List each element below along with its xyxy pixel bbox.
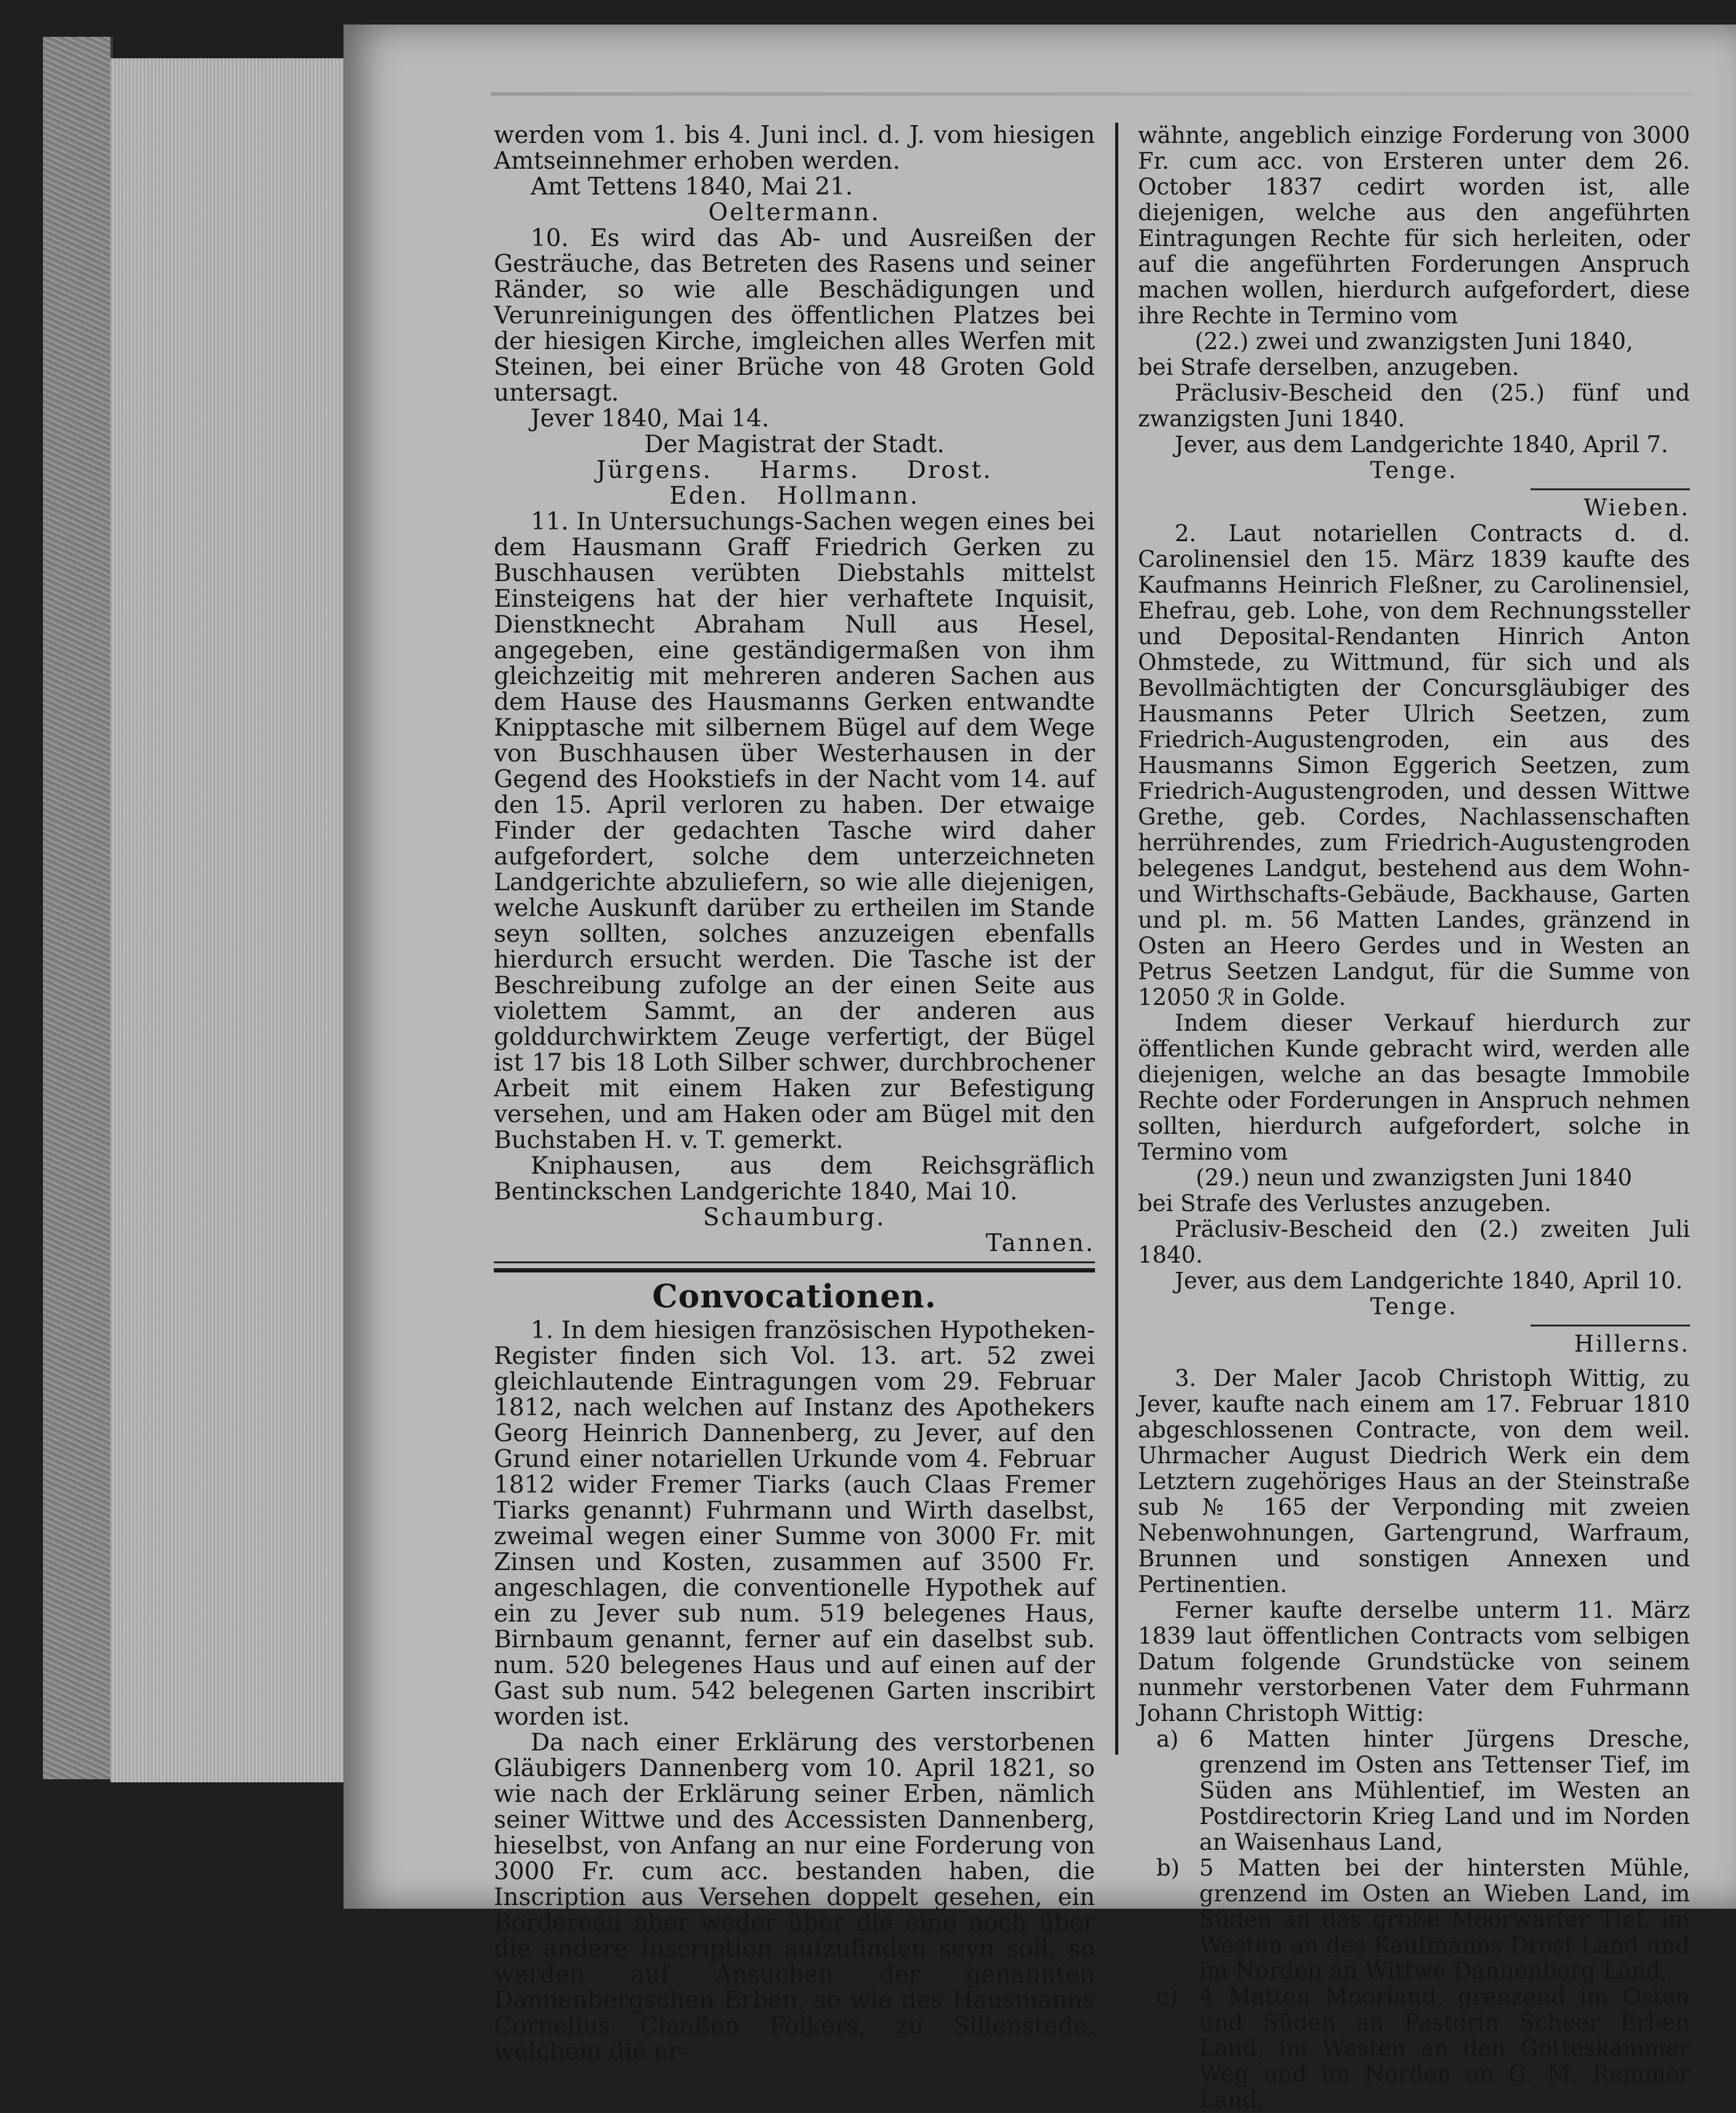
section-rule bbox=[494, 1268, 1095, 1272]
paragraph: Ferner kaufte derselbe unterm 11. März 1839 laut öffentlichen Contracts vom selbigen Datum folgende Grundstücke von seinem nunmehr verstorbenen Vater dem Fuhrmann Johann Christoph Wittig: bbox=[1138, 1597, 1690, 1726]
paragraph: Da nach einer Erklärung des verstorbenen Gläubigers Dannenberg vom 10. April 1821, so wie nach der Erklärung seiner Erben, nämlich seiner Wittwe und des Accessisten Dannenberg, hieselbst, von Anfang an nur eine Forderung von 3000 Fr. cum acc. bestanden haben, die Inscription aus Versehen doppelt gesehen, ein Bordereau aber weder über die eine noch über die andere Inscription aufzufinden seyn soll, so werden auf Ansuchen der genannten Dannenbergschen Erben, so wie des Hausmanns Cornelius Claaßen Folkers, zu Sillenstede, welchem die er- bbox=[494, 1729, 1095, 2066]
signature: Oeltermann. bbox=[708, 199, 881, 226]
paragraph: wähnte, angeblich einzige Forderung von 3000 Fr. cum acc. von Ersteren unter dem 26. October 1837 cedirt worden ist, alle diejenigen, welche aus den angeführten Eintragungen Rechte für sich herleiten, oder auf die angeführten Forderungen Anspruch machen wollen, hierdurch aufgefordert, diese ihre Rechte in Termino vom bbox=[1138, 122, 1690, 329]
signature: Schaumburg. bbox=[702, 1204, 886, 1231]
list-item bbox=[1138, 1984, 1690, 2113]
signature: Tenge. bbox=[1370, 1293, 1458, 1320]
authority: Der Magistrat der Stadt. bbox=[644, 431, 945, 458]
term-date: (29.) neun und zwanzigsten Juni 1840 bbox=[1196, 1164, 1632, 1191]
notice-11: 11. In Untersuchungs-Sachen wegen eines bei dem Hausmann Graff Friedrich Gerken zu Buschhausen verübten Diebstahls mittelst Einsteigens hat der hier verhaftete Inquisit, Dienstknecht Abraham Null aus Hesel, angegeben, eine geständigermaßen von ihm gleichzeitig mit mehreren anderen Sachen aus dem Hause des Hausmanns Gerken entwandte Knipptasche mit silbernem Bügel auf dem Wege von Buschhausen über Westerhausen in der Gegend des Hookstiefs in der Nacht vom 14. auf den 15. April verloren zu haben. Der etwaige Finder der gedachten Tasche wird daher aufgefordert, solche dem unterzeichneten Landgerichte abzuliefern, so wie alle diejenigen, welche Auskunft darüber zu ertheilen im Stande seyn sollten, solches anzuzeigen ebenfalls hierdurch ersucht werden. Die Tasche ist der Beschreibung zufolge an der einen Seite aus violettem Sammt, an der anderen aus golddurchwirktem Zeuge verfertigt, der Bügel ist 17 bis 18 Loth Silber schwer, durchbrochener Arbeit mit einem Haken zur Befestigung versehen, und am Haken oder am Bügel mit den Buchstaben H. v. T. gemerkt. bbox=[494, 508, 1095, 1154]
place-date: Jever 1840, Mai 14. bbox=[531, 405, 769, 433]
right-column bbox=[1138, 123, 1690, 2113]
paragraph: bei Strafe des Verlustes anzugeben. bbox=[1138, 1190, 1551, 1217]
item-label: b) bbox=[1156, 1855, 1180, 1881]
preclusive-notice: Präclusiv-Bescheid den (2.) zweiten Juli 1840. bbox=[1138, 1216, 1690, 1268]
term-date: (22.) zwei und zwanzigsten Juni 1840, bbox=[1194, 328, 1634, 355]
left-column bbox=[494, 123, 1095, 2065]
section-heading: Convocationen. bbox=[652, 1278, 937, 1315]
bleed-through-line bbox=[491, 92, 1693, 96]
notice-10: 10. Es wird das Ab- und Ausreißen der Gesträuche, das Betreten des Rasens und seiner Ränder, so wie alle Beschädigungen und Verunreinigungen des öffentlichen Platzes bei der hiesigen Kirche, imgleichen alles Werfen mit Steinen, bei einer Brüche von 48 Groten Gold untersagt. bbox=[494, 225, 1095, 407]
list-item bbox=[1138, 1855, 1690, 1984]
separator-rule bbox=[494, 1261, 1095, 1263]
signature: Tannen. bbox=[985, 1230, 1095, 1257]
signature: Tenge. bbox=[1370, 457, 1458, 483]
separator-rule bbox=[1531, 488, 1690, 490]
notice-3: 3. Der Maler Jacob Christoph Wittig, zu Jever, kaufte nach einem am 17. Februar 1810 abgeschlossenen Contracte, von dem weil. Uhrmacher August Diedrich Werk ein dem Letztern zugehöriges Haus an der Steinstraße sub № 165 der Verponding mit zweien Nebenwohnungen, Gartengrund, Warfraum, Brunnen und sonstigen Annexen und Pertinentien. bbox=[1138, 1365, 1690, 1598]
item-text: 5 Matten bei der hintersten Mühle, grenzend im Osten an Wieben Land, im Süden an das große Moorwarfer Tief, im Westen an des Kaufmanns Drost Land und im Norden an Wittwe Dannenberg Land, bbox=[1199, 1855, 1690, 1984]
item-label: c) bbox=[1156, 1984, 1178, 2010]
separator-rule bbox=[1531, 1325, 1690, 1326]
place-date: Amt Tettens 1840, Mai 21. bbox=[531, 173, 853, 201]
convocation-1: 1. In dem hiesigen französischen Hypotheken-Register finden sich Vol. 13. art. 52 zwei gleichlautende Eintragungen vom 29. Februar 1812, nach welchen auf Instanz des Apothekers Georg Heinrich Dannenberg, zu Jever, auf den Grund einer notariellen Urkunde vom 4. Februar 1812 wider Fremer Tiarks (auch Claas Fremer Tiarks genannt) Fuhrmann und Wirth daselbst, zweimal wegen einer Summe von 3000 Fr. mit Zinsen und Kosten, zusammen auf 3500 Fr. angeschlagen, die conventionelle Hypothek auf ein zu Jever sub num. 519 belegenes Haus, Birnbaum genannt, ferner auf ein daselbst sub. num. 520 belegenes Haus und auf einen auf der Gast sub num. 542 belegenen Garten inscribirt worden ist. bbox=[494, 1317, 1095, 1731]
signature: Wieben. bbox=[1583, 495, 1690, 521]
paragraph: werden vom 1. bis 4. Juni incl. d. J. vom hiesigen Amtseinnehmer erhoben werden. bbox=[494, 121, 1095, 175]
place-date: Kniphausen, aus dem Reichsgräflich Bentinckschen Landgerichte 1840, Mai 10. bbox=[494, 1152, 1095, 1206]
place-date: Jever, aus dem Landgerichte 1840, April 7. bbox=[1175, 431, 1669, 458]
item-label: a) bbox=[1156, 1726, 1179, 1752]
notice-2: 2. Laut notariellen Contracts d. d. Carolinensiel den 15. März 1839 kaufte des Kaufmanns Heinrich Fleßner, zu Carolinensiel, Ehefrau, geb. Lohe, von dem Rechnungssteller und Deposital-Rendanten Hinrich Anton Ohmstede, zu Wittmund, für sich und als Bevollmächtigten der Concursgläubiger des Hausmanns Peter Ulrich Seetzen, zum Friedrich-Augustengroden, ein aus des Hausmanns Simon Eggerich Seetzen, zum Friedrich-Augustengroden, und dessen Wittwe Grethe, geb. Cordes, Nachlassenschaften herrührendes, zum Friedrich-Augustengroden belegenes Landgut, bestehend aus dem Wohn- und Wirthschafts-Gebäude, Backhause, Garten und pl. m. 56 Matten Landes, gränzend in Osten an Heero Gerdes und in Westen an Petrus Seetzen Landgut, für die Summe von 12050 ℛ in Golde. bbox=[1138, 520, 1690, 1010]
page-edges bbox=[110, 58, 344, 1782]
item-text: 4 Matten Moorland, grenzend im Osten und Süden an Pastorin Scheer Erben Land, im Westen an den Gotteskammer Weg und im Norden an G. M. Remmer Land, bbox=[1199, 1984, 1690, 2113]
column-rule bbox=[1115, 123, 1118, 1755]
signature: Hillerns. bbox=[1574, 1331, 1690, 1357]
place-date: Jever, aus dem Landgerichte 1840, April 10. bbox=[1175, 1268, 1683, 1294]
item-text: 6 Matten hinter Jürgens Dresche, grenzend im Osten ans Tettenser Tief, im Süden ans Mühlentief, im Westen an Postdirectorin Krieg Land und im Norden an Waisenhaus Land, bbox=[1199, 1726, 1690, 1855]
paragraph: Indem dieser Verkauf hierdurch zur öffentlichen Kunde gebracht wird, werden alle diejenigen, welche an das besagte Immobile Rechte oder Forderungen in Anspruch nehmen sollten, hierdurch aufgefordert, solche in Termino vom bbox=[1138, 1010, 1690, 1165]
signatures: Jürgens. Harms. Drost. bbox=[596, 456, 993, 484]
signatures: Eden. Hollmann. bbox=[669, 482, 920, 510]
preclusive-notice: Präclusiv-Bescheid den (25.) fünf und zwanzigsten Juni 1840. bbox=[1138, 380, 1690, 432]
paragraph: bei Strafe derselben, anzugeben. bbox=[1138, 354, 1519, 380]
book-spine bbox=[43, 37, 113, 1779]
list-item bbox=[1138, 1726, 1690, 1855]
